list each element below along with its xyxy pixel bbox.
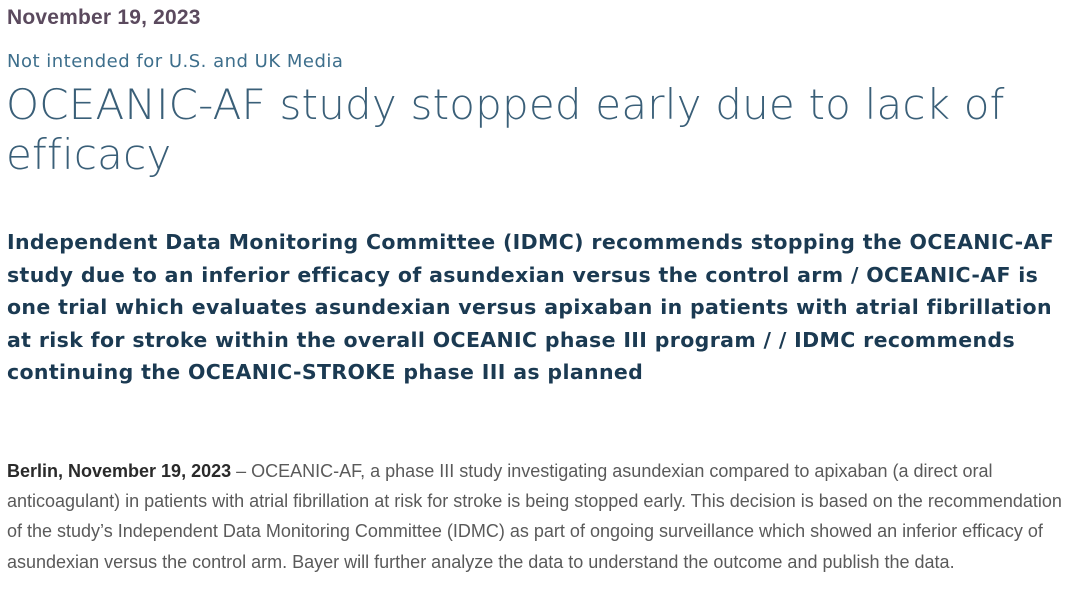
article-dateline: Berlin, November 19, 2023 bbox=[7, 461, 232, 481]
media-disclaimer: Not intended for U.S. and UK Media bbox=[7, 51, 344, 72]
article-subheadline: Independent Data Monitoring Committee (IDMC) recommends stopping the OCEANIC-AF study due to an inferior efficacy of asundexian versus the control arm / OCEANIC-AF is one trial which evaluates asundexian versus apixaban in patients with atrial fibrillation at risk for stroke within the overall OCEANIC phase III program / / IDMC recommends continuing the OCEANIC-STROKE phase III as planned bbox=[7, 230, 1055, 384]
article-body bbox=[7, 456, 1075, 577]
article-date: November 19, 2023 bbox=[7, 6, 201, 29]
article-headline: OCEANIC-AF study stopped early due to lack of efficacy bbox=[6, 80, 1005, 179]
article-body-text: – OCEANIC-AF, a phase III study investigating asundexian compared to apixaban (a direct oral anticoagulant) in patients with atrial fibrillation at risk for stroke is being stopped early. This decision is based on the recommendation of the study’s Independent Data Monitoring Committee (IDMC) as part of ongoing surveillance which showed an inferior efficacy of asundexian versus the control arm. Bayer will further analyze the data to understand the outcome and publish the data. bbox=[7, 461, 1062, 572]
